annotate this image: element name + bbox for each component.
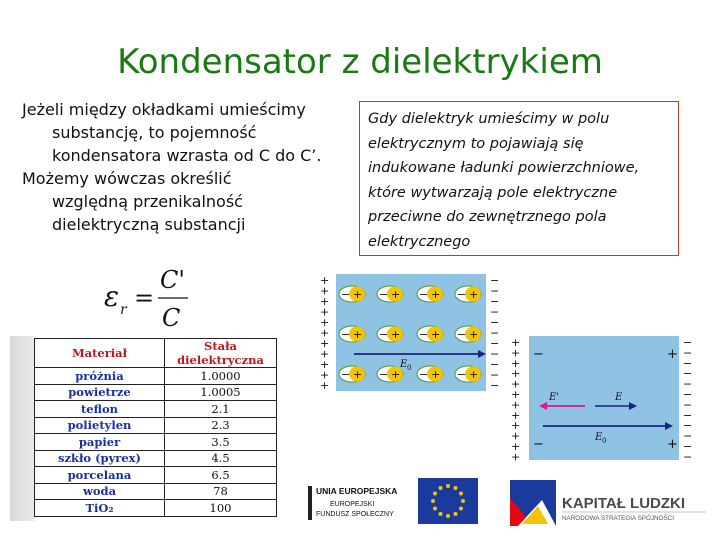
kapital-ludzki-icon [508,478,558,528]
table-row [35,417,277,434]
plate-minus-sign: − [490,284,500,298]
plate-plus-sign: + [320,316,330,329]
plate-plus-sign: + [320,358,330,371]
plate-minus-sign: − [683,356,693,370]
left-line-4: Możemy wówczas określić [22,169,232,188]
dipole-plus-sign: + [431,328,441,341]
value-cell: 1.0005 [165,384,277,401]
formula-equals: = [134,284,155,312]
kl-line-1: KAPITAŁ LUDZKI [562,495,686,512]
left-line-5: względną przenikalność [52,192,243,211]
plate-minus-sign: − [683,429,693,443]
dipole-minus-sign: − [379,328,389,341]
table-row [35,368,277,385]
dipole-plus-sign: + [391,328,401,341]
value-cell: 1.0000 [165,368,277,385]
kl-line-2: NARODOWA STRATEGIA SPÓJNOŚCI [562,515,674,522]
plate-plus-sign: + [511,450,521,464]
kapital-ludzki-text-logo [560,492,710,522]
dielectric-polarization-diagram [318,270,504,395]
plate-minus-sign: − [683,450,693,464]
plate-plus-sign: + [320,337,330,350]
dipole-minus-sign: − [419,328,429,341]
eu-flag-icon [418,478,478,524]
dipole-minus-sign: − [419,288,429,301]
eu-star-icon [433,507,437,511]
dipole-minus-sign: − [341,368,351,381]
dielectric-constants-table [34,338,277,517]
plate-plus-sign: + [511,440,521,453]
table-row [35,483,277,500]
dipole-minus-sign: − [457,288,467,301]
material-cell: polietylen [35,417,165,434]
plate-plus-sign: + [320,379,330,392]
left-line-3: kondensatora wzrasta od C do C’. [52,146,322,165]
eu-star-icon [461,499,465,503]
dipole-plus-sign: + [431,288,441,301]
right-plate-charges [490,274,499,392]
dipole-plus-sign: + [391,368,401,381]
eu-star-icon [446,514,450,518]
net-field-label: E [615,392,623,403]
plate-plus-sign: + [320,368,330,382]
material-cell: szkło (pyrex) [35,450,165,467]
dipole-plus-sign: + [431,368,441,381]
dipole-minus-sign: − [341,328,351,341]
table-row [35,401,277,418]
plate-minus-sign: − [490,379,500,392]
material-cell: powietrze [35,384,165,401]
dipole-plus-sign: + [469,288,479,301]
eu-star-icon [459,492,463,496]
material-cell: woda [35,483,165,500]
eu-star-icon [459,507,463,511]
plate-plus-sign: + [320,284,330,298]
material-cell: TiO₂ [35,500,165,517]
plate-minus-sign: − [683,336,693,349]
plate-minus-sign: − [683,398,693,412]
eu-star-icon [454,486,458,490]
box-line-4: które wytwarzają pole elektryczne [368,184,618,201]
left-line-2: substancję, to pojemność [52,123,257,142]
plate-plus-sign: + [511,429,521,443]
plate-plus-sign: + [320,295,330,308]
plate-minus-sign: − [490,337,500,350]
box-line-3: indukowane ładunki powierzchniowe, [368,160,640,176]
eu-star-icon [431,499,435,503]
formula-subscript: r [120,302,127,318]
box-line-2: elektrycznym to pojawiają się [368,135,584,152]
slide-title: Kondensator z dielektrykiem [117,42,603,82]
eu-star-icon [454,512,458,516]
box-line-1: Gdy dielektryk umieścimy w polu [368,111,610,127]
left-paragraph [22,98,367,236]
plate-minus-sign: − [490,347,500,361]
plate-minus-sign: − [683,367,693,381]
eu-star-icon [433,492,437,496]
plate-minus-sign: − [683,377,693,391]
plate-minus-sign: − [683,419,693,433]
table-row [35,467,277,484]
plate-plus-sign: + [511,408,521,422]
induced-minus-bottom: − [533,437,544,452]
dipole-minus-sign: − [341,288,351,301]
header-constant: Stała dielektryczna [165,339,277,368]
plate-plus-sign: + [320,326,330,340]
header-material: Materiał [35,339,165,368]
material-cell: próżnia [35,368,165,385]
plate-minus-sign: − [683,346,693,360]
dipole-minus-sign: − [379,368,389,381]
plate-plus-sign: + [511,388,521,401]
left-line-1: Jeżeli między okładkami umieścimy [22,100,306,119]
induced-field-label: E' [549,392,560,403]
plate-plus-sign: + [511,356,521,370]
plate-minus-sign: − [490,368,500,382]
plate-minus-sign: − [490,326,500,340]
left-plate-charges [320,274,329,392]
eu-star-icon [439,486,443,490]
left-plate-charges-2 [511,336,520,463]
eu-star-icon [439,512,443,516]
e0-label: E [400,359,408,370]
e0-label-2: E [595,432,603,443]
e0-subscript-2: 0 [602,437,607,445]
value-cell: 100 [165,500,277,517]
table-row [35,500,277,517]
plate-plus-sign: + [511,367,521,381]
eu-line-1: UNIA EUROPEJSKA [316,486,398,496]
dipole-minus-sign: − [457,328,467,341]
dipole-plus-sign: + [469,368,479,381]
induced-plus-top: + [667,347,678,362]
dielectric-table-panel [10,336,282,521]
material-cell: papier [35,434,165,451]
plate-plus-sign: + [511,377,521,391]
left-line-6: dielektryczną substancji [52,215,246,234]
dipole-plus-sign: + [353,328,363,341]
plate-plus-sign: + [320,274,330,287]
box-line-6: elektrycznego [368,233,471,250]
formula-numerator: C' [160,266,185,294]
plate-minus-sign: − [683,440,693,453]
table-row [35,434,277,451]
dipole-plus-sign: + [469,328,479,341]
plate-plus-sign: + [320,347,330,361]
permittivity-formula [100,262,200,334]
plate-minus-sign: − [490,274,500,287]
induced-minus-top: − [533,347,544,362]
plate-minus-sign: − [490,358,500,371]
right-plate-charges-2 [683,336,692,463]
eu-line-3: FUNDUSZ SPOŁECZNY [316,511,394,518]
dipole-minus-sign: − [379,288,389,301]
box-line-5: przeciwne do zewnętrznego pola [368,209,607,225]
dielectric-field-diagram [507,330,697,465]
plate-plus-sign: + [511,346,521,360]
plate-minus-sign: − [490,316,500,329]
dipole-minus-sign: − [419,368,429,381]
table-row [35,450,277,467]
plate-minus-sign: − [490,295,500,308]
plate-minus-sign: − [683,408,693,422]
value-cell: 6.5 [165,467,277,484]
value-cell: 2.1 [165,401,277,418]
material-cell: porcelana [35,467,165,484]
value-cell: 4.5 [165,450,277,467]
plate-plus-sign: + [511,398,521,412]
eu-text-logo [308,483,416,523]
table-header-row [35,339,277,368]
value-cell: 3.5 [165,434,277,451]
plate-plus-sign: + [511,336,521,349]
plate-minus-sign: − [490,305,500,319]
dipole-minus-sign: − [457,368,467,381]
induced-plus-bottom: + [667,437,678,452]
dipole-plus-sign: + [353,368,363,381]
plate-minus-sign: − [683,388,693,401]
explanation-box [359,101,679,256]
dipole-plus-sign: + [391,288,401,301]
formula-denominator: C [162,304,181,332]
plate-plus-sign: + [511,419,521,433]
eu-star-icon [446,484,450,488]
value-cell: 78 [165,483,277,500]
formula-epsilon: ε [104,280,120,313]
plate-plus-sign: + [320,305,330,319]
e0-subscript: 0 [407,364,412,372]
dipole-plus-sign: + [353,288,363,301]
eu-line-2: EUROPEJSKI [330,501,375,508]
eu-text-bar [308,486,312,520]
table-row [35,384,277,401]
material-cell: teflon [35,401,165,418]
value-cell: 2.3 [165,417,277,434]
